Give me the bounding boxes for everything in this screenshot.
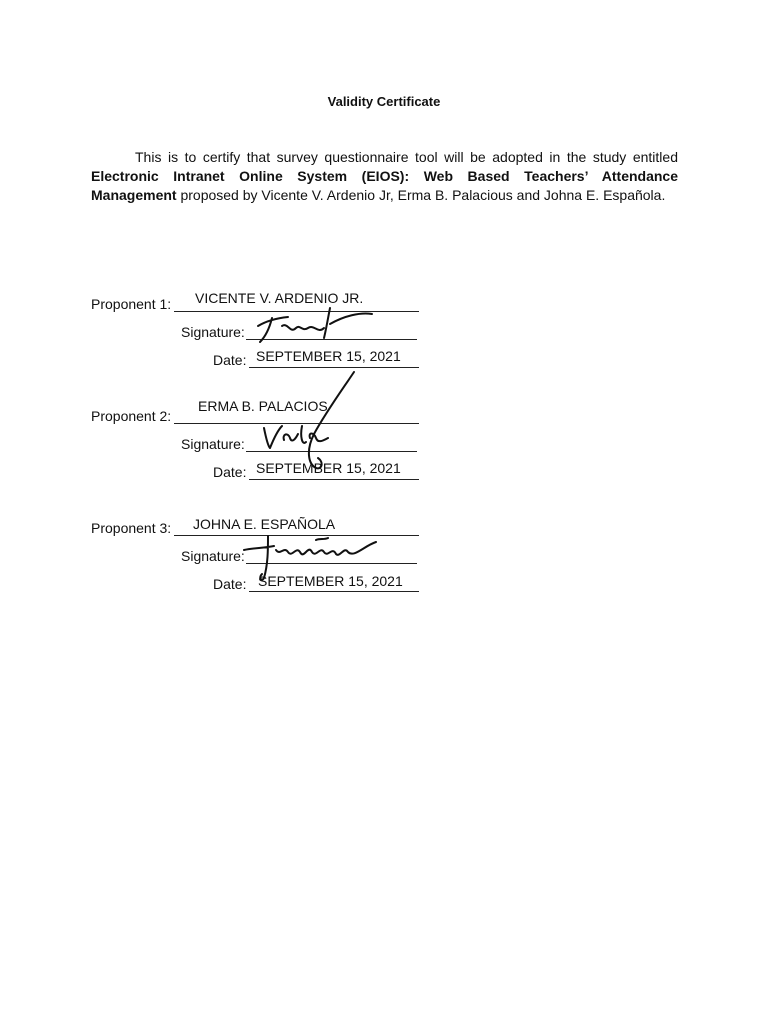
proponent-1-label: Proponent 1:	[91, 296, 172, 312]
certification-paragraph	[91, 148, 678, 205]
proponent-2-name: ERMA B. PALACIOS	[198, 398, 328, 414]
signature-label: Signature:	[181, 548, 245, 564]
study-title: Electronic Intranet Online System (EIOS): Web Based Teachers’ Attendance Management	[91, 168, 678, 203]
proposed-by-text: proposed by Vicente V. Ardenio Jr, Erma B. Palacious and Johna E. Española.	[180, 187, 666, 203]
proponent-1-name: VICENTE V. ARDENIO JR.	[195, 290, 364, 306]
proponent-2-date: SEPTEMBER 15, 2021	[256, 460, 401, 476]
date-label: Date:	[213, 464, 247, 480]
signature-label: Signature:	[181, 324, 245, 340]
document-title: Validity Certificate	[327, 94, 441, 109]
date-label: Date:	[213, 576, 247, 592]
proponent-1-date: SEPTEMBER 15, 2021	[256, 348, 401, 364]
signature-label: Signature:	[181, 436, 245, 452]
date-line	[249, 479, 419, 480]
signature-image-1	[244, 304, 378, 346]
date-label: Date:	[213, 352, 247, 368]
proponent-3-date: SEPTEMBER 15, 2021	[258, 573, 403, 589]
date-line	[249, 591, 419, 592]
proponent-3-label: Proponent 3:	[91, 520, 172, 536]
proponent-2-label: Proponent 2:	[91, 408, 172, 424]
proponent-3-name: JOHNA E. ESPAÑOLA	[193, 516, 336, 532]
intro-text: This is to certify that survey questionnaire tool will be adopted in the study entitled	[135, 149, 678, 165]
